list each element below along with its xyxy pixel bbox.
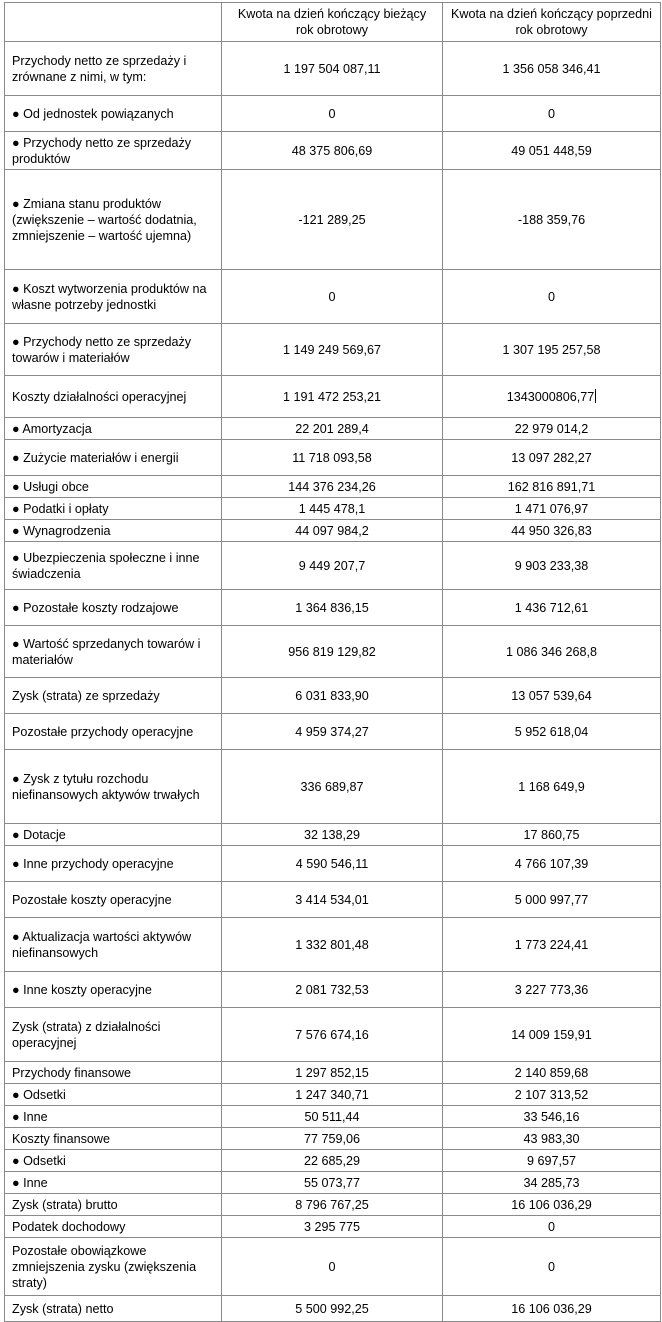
row-current-value: 1 247 340,71 [222,1084,443,1106]
row-current-value: 956 819 129,82 [222,626,443,678]
row-label: Pozostałe obowiązkowe zmniejszenia zysku (zwiększenia straty) [5,1238,222,1296]
row-previous-value: 43 983,30 [443,1128,661,1150]
table-row [5,750,661,824]
row-previous-value: 14 009 159,91 [443,1008,661,1062]
row-label: ● Wartość sprzedanych towarów i materiałów [5,626,222,678]
row-previous-value: 0 [443,1216,661,1238]
row-current-value: 4 959 374,27 [222,714,443,750]
row-current-value: 5 500 992,25 [222,1296,443,1322]
row-current-value: 50 511,44 [222,1106,443,1128]
row-label: ● Zużycie materiałów i energii [5,440,222,476]
table-row [5,270,661,324]
row-previous-value: 2 140 859,68 [443,1062,661,1084]
row-previous-value: 13 057 539,64 [443,678,661,714]
row-previous-value: 9 697,57 [443,1150,661,1172]
table-row [5,972,661,1008]
row-previous-value: 0 [443,96,661,132]
row-label: ● Zmiana stanu produktów (zwiększenie – wartość dodatnia, zmniejszenie – wartość ujemna) [5,170,222,270]
table-row [5,476,661,498]
row-current-value: 3 414 534,01 [222,882,443,918]
row-current-value: 4 590 546,11 [222,846,443,882]
row-previous-value: 49 051 448,59 [443,132,661,170]
table-row [5,132,661,170]
row-label: ● Inne [5,1172,222,1194]
text-cursor [595,389,596,403]
table-row [5,846,661,882]
row-current-value: 336 689,87 [222,750,443,824]
row-label: ● Inne koszty operacyjne [5,972,222,1008]
row-label: ● Inne przychody operacyjne [5,846,222,882]
row-previous-value: 13 097 282,27 [443,440,661,476]
header-current-year: Kwota na dzień kończący bieżący rok obrotowy [222,3,443,42]
row-current-value: 6 031 833,90 [222,678,443,714]
row-label: ● Aktualizacja wartości aktywów niefinansowych [5,918,222,972]
table-row [5,590,661,626]
row-label: Przychody netto ze sprzedaży i zrównane z nimi, w tym: [5,42,222,96]
table-row [5,1296,661,1322]
row-previous-value: 1343000806,77 [443,376,661,418]
row-previous-value: 17 860,75 [443,824,661,846]
row-current-value: -121 289,25 [222,170,443,270]
row-current-value: 44 097 984,2 [222,520,443,542]
table-row [5,678,661,714]
row-previous-value: 1 307 195 257,58 [443,324,661,376]
row-label: Podatek dochodowy [5,1216,222,1238]
table-row [5,1062,661,1084]
row-label: Zysk (strata) netto [5,1296,222,1322]
row-current-value: 11 718 093,58 [222,440,443,476]
row-previous-value: 1 086 346 268,8 [443,626,661,678]
table-row [5,170,661,270]
row-current-value: 55 073,77 [222,1172,443,1194]
financial-table [4,2,661,1322]
row-current-value: 32 138,29 [222,824,443,846]
table-row [5,498,661,520]
row-previous-value: 44 950 326,83 [443,520,661,542]
table-row [5,882,661,918]
row-previous-value: 9 903 233,38 [443,542,661,590]
row-previous-value: 0 [443,1238,661,1296]
table-row [5,824,661,846]
row-current-value: 1 332 801,48 [222,918,443,972]
row-current-value: 144 376 234,26 [222,476,443,498]
row-previous-value: -188 359,76 [443,170,661,270]
row-label: Pozostałe koszty operacyjne [5,882,222,918]
row-label: ● Odsetki [5,1084,222,1106]
row-label: Zysk (strata) z działalności operacyjnej [5,1008,222,1062]
table-row [5,1084,661,1106]
table-row [5,714,661,750]
row-current-value: 48 375 806,69 [222,132,443,170]
row-label: ● Przychody netto ze sprzedaży produktów [5,132,222,170]
row-current-value: 1 197 504 087,11 [222,42,443,96]
row-previous-value: 2 107 313,52 [443,1084,661,1106]
row-label: Koszty finansowe [5,1128,222,1150]
header-previous-year: Kwota na dzień kończący poprzedni rok obrotowy [443,3,661,42]
row-previous-value: 34 285,73 [443,1172,661,1194]
table-row [5,520,661,542]
table-row [5,542,661,590]
row-previous-value: 16 106 036,29 [443,1296,661,1322]
table-row [5,1194,661,1216]
row-current-value: 1 445 478,1 [222,498,443,520]
row-current-value: 3 295 775 [222,1216,443,1238]
row-current-value: 9 449 207,7 [222,542,443,590]
row-previous-value: 1 168 649,9 [443,750,661,824]
table-row [5,440,661,476]
row-current-value: 1 297 852,15 [222,1062,443,1084]
table-row [5,324,661,376]
row-current-value: 77 759,06 [222,1128,443,1150]
row-current-value: 2 081 732,53 [222,972,443,1008]
row-previous-value: 22 979 014,2 [443,418,661,440]
row-label: ● Odsetki [5,1150,222,1172]
row-label: ● Inne [5,1106,222,1128]
row-label: ● Dotacje [5,824,222,846]
row-label: Pozostałe przychody operacyjne [5,714,222,750]
row-previous-value: 16 106 036,29 [443,1194,661,1216]
row-previous-value: 1 773 224,41 [443,918,661,972]
row-label: ● Podatki i opłaty [5,498,222,520]
table-row [5,1238,661,1296]
row-previous-value: 33 546,16 [443,1106,661,1128]
table-row [5,42,661,96]
row-label: Zysk (strata) ze sprzedaży [5,678,222,714]
row-current-value: 1 364 836,15 [222,590,443,626]
row-current-value: 7 576 674,16 [222,1008,443,1062]
row-previous-value: 1 356 058 346,41 [443,42,661,96]
table-row [5,1128,661,1150]
row-previous-value: 5 000 997,77 [443,882,661,918]
table-row [5,96,661,132]
table-row [5,1216,661,1238]
row-previous-value: 5 952 618,04 [443,714,661,750]
row-label: ● Koszt wytworzenia produktów na własne potrzeby jednostki [5,270,222,324]
header-row [5,3,661,42]
table-row [5,1172,661,1194]
row-previous-value: 1 436 712,61 [443,590,661,626]
row-current-value: 0 [222,270,443,324]
table-row [5,626,661,678]
row-label: Zysk (strata) brutto [5,1194,222,1216]
table-row [5,376,661,418]
table-row [5,1106,661,1128]
row-previous-value: 1 471 076,97 [443,498,661,520]
row-previous-value: 162 816 891,71 [443,476,661,498]
row-current-value: 0 [222,1238,443,1296]
row-current-value: 1 191 472 253,21 [222,376,443,418]
row-label: ● Usługi obce [5,476,222,498]
row-current-value: 8 796 767,25 [222,1194,443,1216]
row-label: ● Ubezpieczenia społeczne i inne świadczenia [5,542,222,590]
row-label: ● Amortyzacja [5,418,222,440]
row-label: ● Od jednostek powiązanych [5,96,222,132]
row-label: Koszty działalności operacyjnej [5,376,222,418]
header-corner [5,3,222,42]
row-previous-value: 3 227 773,36 [443,972,661,1008]
row-label: Przychody finansowe [5,1062,222,1084]
row-current-value: 0 [222,96,443,132]
row-previous-value: 4 766 107,39 [443,846,661,882]
row-label: ● Przychody netto ze sprzedaży towarów i materiałów [5,324,222,376]
table-row [5,918,661,972]
row-current-value: 22 685,29 [222,1150,443,1172]
row-label: ● Zysk z tytułu rozchodu niefinansowych aktywów trwałych [5,750,222,824]
table-row [5,418,661,440]
row-current-value: 22 201 289,4 [222,418,443,440]
table-row [5,1008,661,1062]
row-current-value: 1 149 249 569,67 [222,324,443,376]
row-label: ● Wynagrodzenia [5,520,222,542]
row-label: ● Pozostałe koszty rodzajowe [5,590,222,626]
table-row [5,1150,661,1172]
row-previous-value: 0 [443,270,661,324]
